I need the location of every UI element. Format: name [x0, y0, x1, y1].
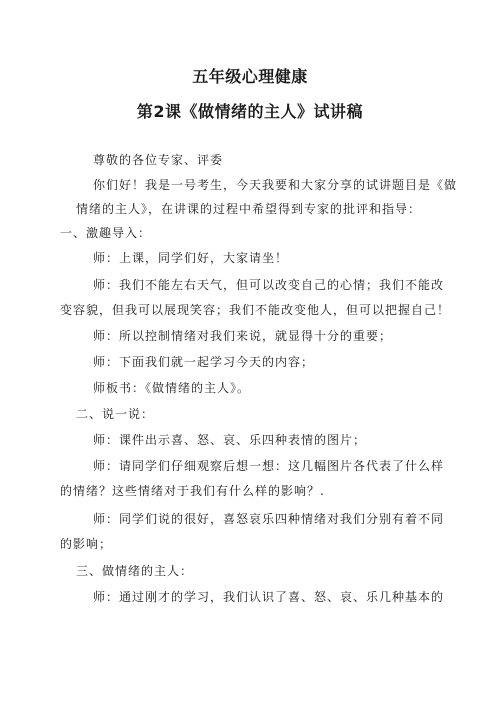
body-line: 师：同学们说的很好，喜怒哀乐四种情绪对我们分别有着不同: [93, 512, 445, 526]
body-line: 的影响；: [60, 537, 113, 551]
document-subtitle: 第2课《做情绪的主人》试讲稿: [136, 102, 364, 121]
body-line: 师：课件出示喜、怒、哀、乐四种表情的图片；: [93, 433, 367, 447]
body-line: 师：通过刚才的学习，我们认识了喜、怒、哀、乐几种基本的: [93, 590, 445, 604]
section-heading: 三、做情绪的主人：: [76, 564, 194, 578]
body-line: 尊敬的各位专家、评委: [93, 153, 224, 167]
body-line: 你们好！我是一号考生，今天我要和大家分享的试讲题目是《做: [93, 178, 458, 192]
body-line: 师板书：《做情绪的主人》。: [93, 381, 251, 395]
body-line: 情绪的主人》，在讲课的过程中希望得到专家的批评和指导：: [76, 202, 422, 216]
body-line: 的情绪？这些情绪对于我们有什么样的影响？.: [60, 484, 325, 498]
document-title: 五年级心理健康: [192, 67, 308, 86]
body-line: 师：请同学们仔细观察后想一想：这几幅图片各代表了什么样: [93, 459, 445, 473]
body-line: 师：所以控制情绪对我们来说，就显得十分的重要；: [93, 329, 393, 343]
section-heading: 一、激趣导入：: [60, 226, 152, 240]
body-line: 变容貌，但我可以展现笑容；我们不能改变他人，但可以把握自己！: [60, 303, 451, 317]
body-line: 师：我们不能左右天气，但可以改变自己的心情；我们不能改: [93, 278, 445, 292]
body-line: 师：下面我们就一起学习今天的内容；: [93, 355, 315, 369]
body-line: 师：上课，同学们好，大家请坐！: [93, 251, 289, 265]
section-heading: 二、说一说：: [76, 407, 155, 421]
